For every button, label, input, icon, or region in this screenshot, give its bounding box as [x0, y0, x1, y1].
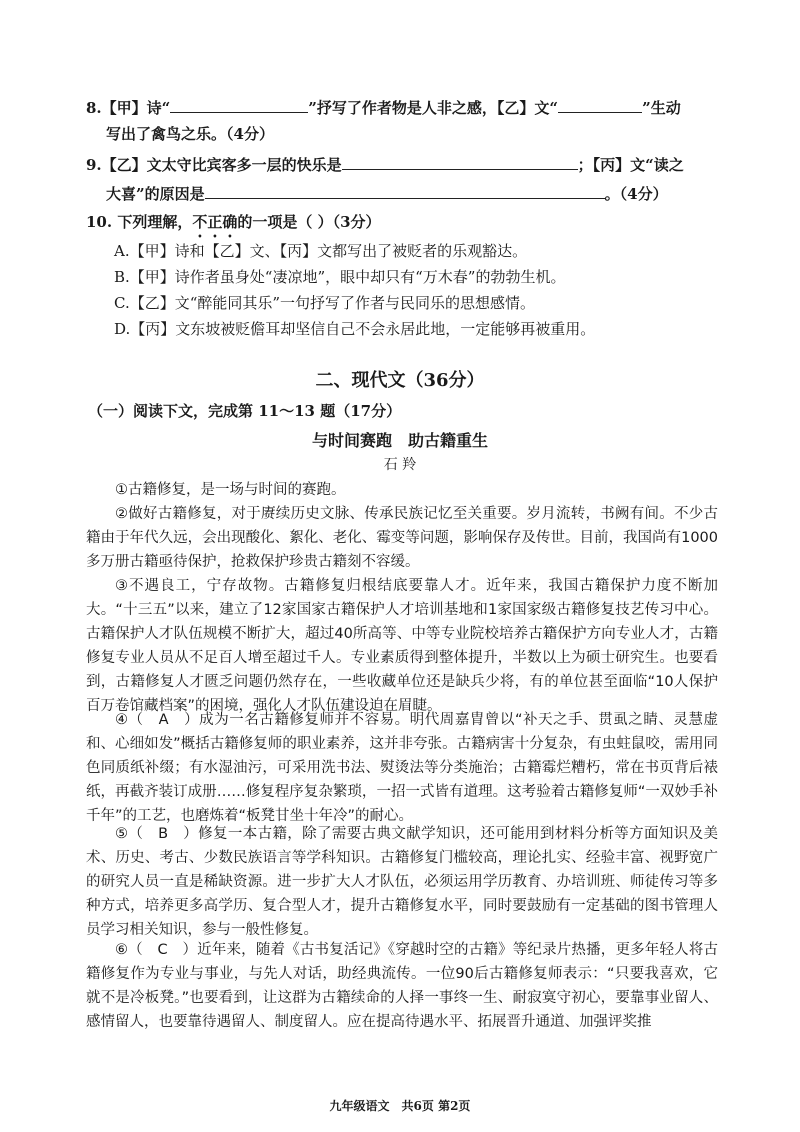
question-9-line2 — [106, 182, 746, 205]
option-a[interactable]: A.【甲】诗和【乙】文、【丙】文都写出了被贬者的乐观豁达。 — [114, 242, 528, 260]
q9-text-b: ；【丙】文“读之 — [577, 156, 684, 174]
option-b[interactable]: B.【甲】诗作者虽身处“凄凉地”，眼中却只有“万木春”的勃勃生机。 — [114, 268, 566, 286]
q10-emphasis: 不正确 — [192, 213, 238, 231]
q8-blank-2[interactable] — [558, 96, 642, 113]
q8-text-b: ”抒写了作者物是人非之感，【乙】文“ — [308, 99, 559, 117]
q9-text-a: 9.【乙】文太守比宾客多一层的快乐是 — [86, 156, 342, 174]
q10-text-a: 10. 下列理解， — [86, 213, 193, 231]
page-footer: 九年级语文 共6页 第2页 — [329, 1099, 471, 1113]
q8-text-a: 8.【甲】诗“ — [86, 99, 171, 117]
question-9 — [86, 153, 726, 176]
article-author: 石 羚 — [383, 457, 417, 473]
question-10 — [86, 211, 726, 241]
subsection-title: （一）阅读下文，完成第 11～13 题（17分） — [88, 402, 402, 420]
option-c[interactable]: C.【乙】文“醉能同其乐”一句抒写了作者与民同乐的思想感情。 — [114, 294, 536, 312]
q9-blank-1[interactable] — [342, 153, 578, 170]
q9-blank-2[interactable] — [205, 182, 605, 199]
section-title: 二、现代文（36分） — [315, 370, 485, 391]
article-title: 与时间赛跑 助古籍重生 — [311, 431, 488, 450]
article-paragraph-5: ⑤（ B ）修复一本古籍，除了需要古典文献学知识，还可能用到材料分析等方面知识及美术、历史、考古、少数民族语言等学科知识。古籍修复门槛较高，理论扎实、经验丰富、视野宽广的研究人员一直是稀缺资源。进一步扩大人才队伍，必须运用学历教育、办培训班、师徒传习等多种方式，培养更多高学历、复合型人才，提升古籍修复水平，同时要鼓励有一定基础的图书管理人员学习相关知识，参与一般性修复。 — [86, 826, 718, 938]
q8-blank-1[interactable] — [170, 96, 308, 113]
article-paragraph-4: ④（ A ）成为一名古籍修复师并不容易。明代周嘉胄曾以“补天之手、贯虱之睛、灵慧虚和、心细如发”概括古籍修复师的职业素养，这并非夸张。古籍病害十分复杂，有虫蛀鼠咬，需用同色同质纸补缀；有水湿油污，可采用洗书法、熨烫法等分类施治；古籍霉烂糟朽，常在书页背后裱纸，再截齐装订成册……修复程序复杂繁琐，一招一式皆有道理。这考验着古籍修复师“一双妙手补千年”的工艺，也磨炼着“板凳甘坐十年冷”的耐心。 — [86, 712, 718, 824]
q9-text-d: 。（4分） — [604, 185, 668, 203]
question-8-line2: 写出了禽鸟之乐。（4分） — [106, 125, 274, 143]
q8-text-c: ”生动 — [642, 99, 681, 117]
question-8 — [86, 96, 726, 119]
option-d[interactable]: D.【丙】文东坡被贬儋耳却坚信自己不会永居此地，一定能够再被重用。 — [114, 320, 596, 338]
article-paragraph-1: ①古籍修复，是一场与时间的赛跑。 — [115, 482, 346, 498]
article-paragraph-3: ③不遇良工，宁存故物。古籍修复归根结底要靠人才。近年来，我国古籍保护力度不断加大。“十三五”以来，建立了12家国家古籍保护人才培训基地和1家国家级古籍修复技艺传习中心。古籍保护人才队伍规模不断扩大，超过40所高等、中等专业院校培养古籍保护方向专业人才，古籍修复专业人员从不足百人增至超过千人。专业素质得到整体提升，半数以上为硕士研究生。也要看到，古籍修复人才匮乏问题仍然存在，一些收藏单位还是缺兵少将，有的单位甚至面临“10人保护百万卷馆藏档案”的困境，强化人才队伍建设迫在眉睫。 — [86, 578, 718, 714]
article-paragraph-2: ②做好古籍修复，对于赓续历史文脉、传承民族记忆至关重要。岁月流转，书阙有间。不少古籍由于年代久远，会出现酸化、絮化、老化、霉变等问题，影响保存及传世。目前，我国尚有1000多万册古籍亟待保护，抢救保护珍贵古籍刻不容缓。 — [86, 506, 718, 570]
q10-text-b: 的一项是（ ）（3分） — [237, 213, 381, 231]
q9-text-c: 大喜”的原因是 — [106, 185, 205, 203]
article-paragraph-6: ⑥（ C ）近年来，随着《古书复活记》《穿越时空的古籍》等纪录片热播，更多年轻人将古籍修复作为专业与事业，与先人对话，助经典流传。一位90后古籍修复师表示：“只要我喜欢，它就不是冷板凳。”也要看到，让这群为古籍续命的人择一事终一生、耐寂寞守初心，要靠事业留人、感情留人，也要靠待遇留人、制度留人。应在提高待遇水平、拓展晋升通道、加强评奖推 — [86, 942, 718, 1030]
